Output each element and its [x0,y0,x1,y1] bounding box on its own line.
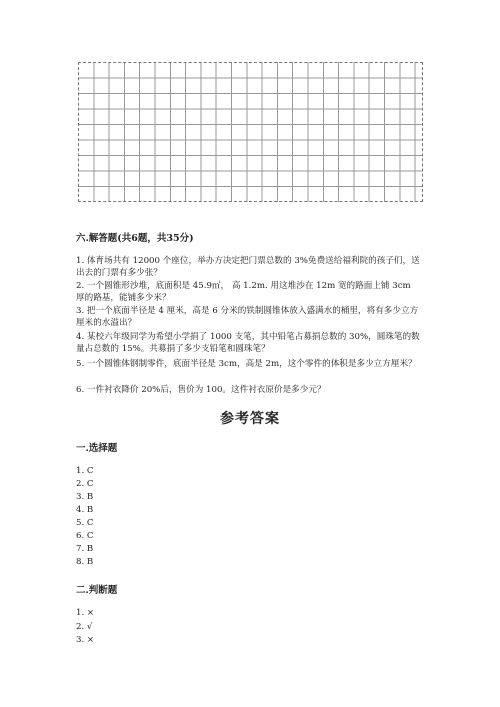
judge-answer-2: 2. √ [76,622,93,632]
choice-answer-4: 4. B [76,505,94,515]
question-2: 2. 一个圆锥形沙堆，底面积是 45.9㎡， 高 1.2m. 用这堆沙在 12m 宽的路面上铺 3cm 厚的路基，能铺多少米？ [76,281,414,304]
choice-answer-1: 1. C [76,466,94,476]
choice-answer-3: 3. B [76,492,94,502]
question-4: 4. 某校六年级同学为希望小学捐了 1000 支笔，其中铅笔占募捐总数的 30%，圆珠笔的数量占总数的 15%。共募捐了多少支铅笔和圆珠笔？ [76,332,420,355]
choice-answer-7: 7. B [76,544,94,554]
answers-heading: 参考答案 [220,411,280,427]
choice-answer-6: 6. C [76,531,94,541]
judge-answer-3: 3. × [76,635,95,645]
judge-section-title: 二.判断题 [76,585,118,596]
question-1: 1. 体育场共有 12000 个座位，举办方决定把门票总数的 3%免费送给福利院的孩子们，送出去的门票有多少张？ [76,256,420,279]
writing-grid [78,62,423,202]
choice-section-title: 一.选择题 [76,443,118,454]
section-6-title: 六.解答题(共6题，共35分) [76,233,194,244]
choice-answer-2: 2. C [76,479,94,489]
question-3: 3. 把一个底面半径是 4 厘米，高是 6 分米的铁制圆锥体放入盛满水的桶里，将有多少立方厘米的水溢出？ [76,306,419,329]
choice-answer-5: 5. C [76,518,94,528]
judge-answer-1: 1. × [76,608,95,618]
question-6: 6. 一件衬衣降价 20%后，售价为 100。这件衬衣原价是多少元？ [76,385,326,395]
choice-answer-8: 8. B [76,557,94,567]
question-5: 5. 一个圆锥体钢制零件，底面半径是 3cm，高是 2m，这个零件的体积是多少立方厘米？ [76,359,417,369]
